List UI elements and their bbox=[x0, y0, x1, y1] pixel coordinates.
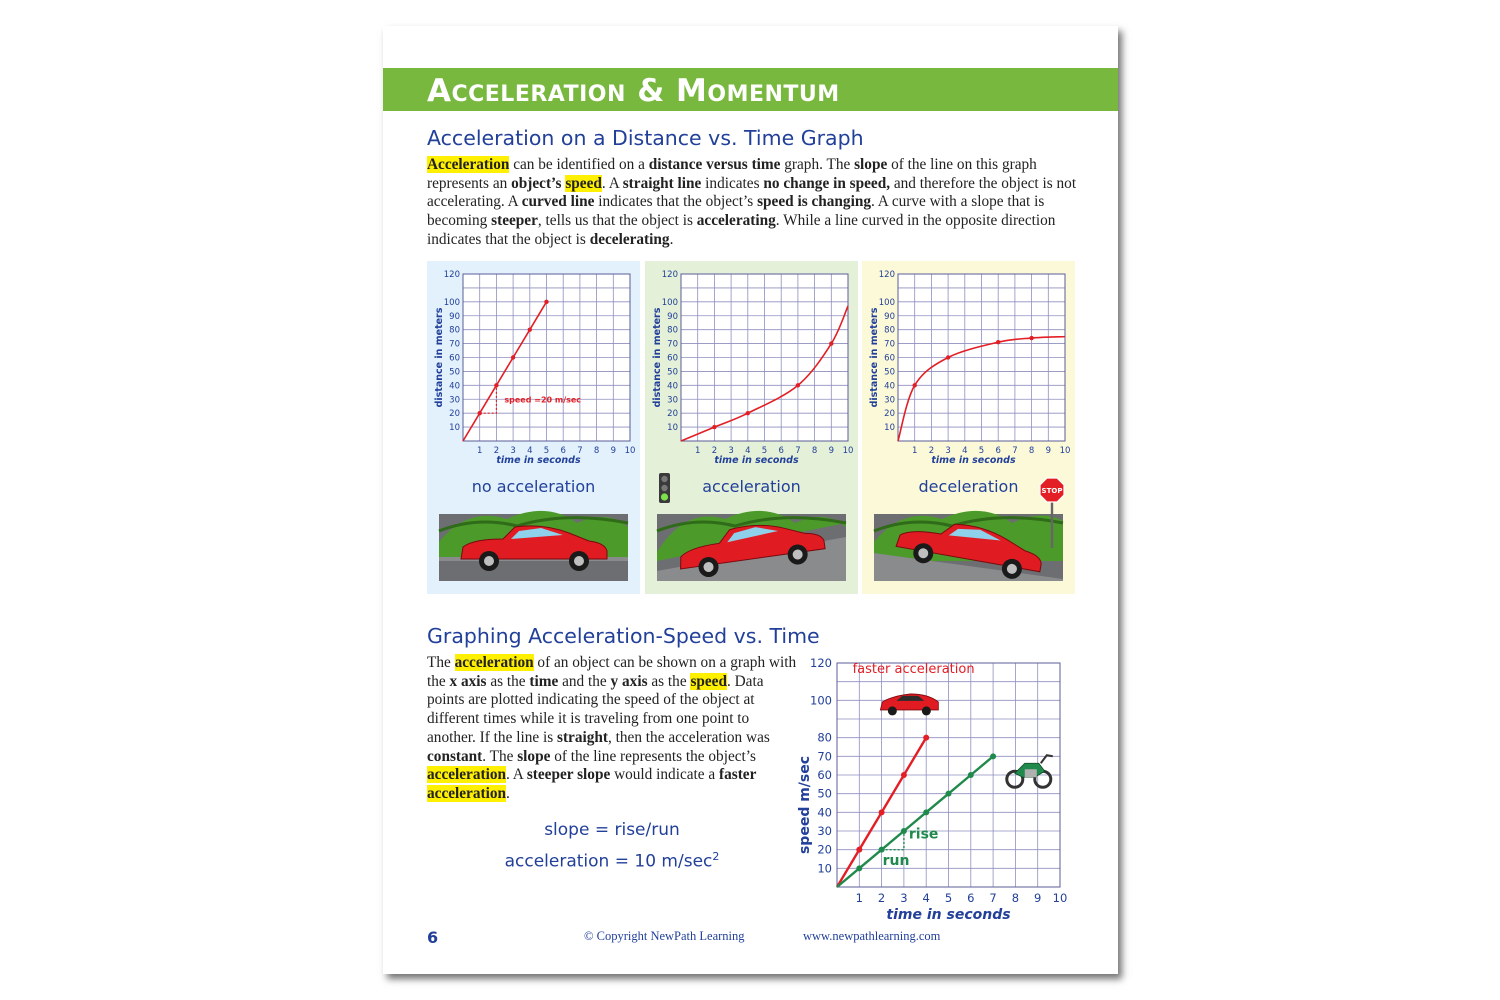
data-point bbox=[946, 791, 952, 797]
x-tick-label: 8 bbox=[1011, 891, 1020, 905]
sports-car-wheel bbox=[888, 706, 897, 715]
bold-term: steeper bbox=[491, 212, 538, 230]
bold-term: slope bbox=[854, 156, 888, 173]
graph-panel-no-acceleration bbox=[427, 261, 640, 594]
y-tick-label: 90 bbox=[449, 311, 460, 322]
worksheet-page bbox=[383, 26, 1118, 974]
x-tick-label: 2 bbox=[928, 446, 935, 456]
highlighted-term: acceleration bbox=[427, 784, 506, 802]
distance-time-graph bbox=[645, 261, 858, 594]
panel-caption: acceleration bbox=[702, 477, 801, 496]
bold-term: distance versus time bbox=[648, 156, 781, 173]
text-run: . bbox=[669, 230, 674, 248]
distance-time-graph bbox=[427, 261, 640, 594]
panel-caption: no acceleration bbox=[471, 477, 596, 496]
y-tick-label: 80 bbox=[667, 325, 678, 336]
text-run: . A bbox=[601, 174, 623, 192]
data-point bbox=[544, 300, 548, 304]
text-run: . bbox=[506, 784, 510, 802]
bold-term: curved line bbox=[521, 193, 595, 211]
x-tick-label: 2 bbox=[493, 446, 500, 456]
x-tick-label: 10 bbox=[842, 446, 854, 456]
y-tick-label: 30 bbox=[667, 395, 678, 406]
data-point bbox=[511, 355, 515, 359]
section1-heading: Acceleration on a Distance vs. Time Graph bbox=[427, 126, 864, 150]
bold-term: straight line bbox=[622, 174, 702, 192]
x-tick-label: 5 bbox=[543, 446, 550, 456]
bold-term: y axis bbox=[610, 672, 648, 690]
y-tick-label: 10 bbox=[667, 423, 678, 434]
stop-sign-text: STOP bbox=[1041, 487, 1063, 495]
motorcycle-engine bbox=[1025, 769, 1037, 777]
text-run: indicates bbox=[701, 174, 764, 192]
data-point bbox=[923, 735, 929, 741]
bold-term: accelerating bbox=[696, 212, 776, 230]
y-tick-label: 60 bbox=[449, 353, 460, 364]
text-run: . Data points are plotted indicating the speed of the object at different times while it is traveling from one point to another. If the line is bbox=[427, 672, 764, 746]
x-tick-label: 1 bbox=[855, 891, 863, 905]
y-tick-label: 80 bbox=[449, 325, 460, 336]
x-tick-label: 1 bbox=[476, 446, 483, 456]
x-tick-label: 9 bbox=[1045, 446, 1052, 456]
y-tick-label: 20 bbox=[884, 409, 895, 420]
y-tick-label: 10 bbox=[884, 423, 895, 434]
x-tick-label: 7 bbox=[989, 891, 997, 905]
text-run: , then the acceleration was bbox=[608, 728, 770, 746]
y-tick-label: 70 bbox=[817, 749, 832, 764]
y-axis-label: distance in meters bbox=[434, 307, 445, 408]
y-tick-label: 40 bbox=[817, 805, 832, 820]
x-tick-label: 6 bbox=[560, 446, 566, 456]
copyright-text: © Copyright NewPath Learning bbox=[584, 929, 745, 943]
y-tick-label: 20 bbox=[667, 409, 678, 420]
x-tick-label: 1 bbox=[911, 446, 918, 456]
bold-term: straight bbox=[557, 728, 608, 746]
text-run: indicates that the object’s bbox=[594, 193, 758, 211]
speed-time-chart bbox=[795, 654, 1085, 926]
text-run: . While a line curved in the opposite direction indicates that the object is bbox=[427, 212, 1056, 248]
car-hubcap bbox=[484, 556, 494, 566]
graph-panel-acceleration bbox=[645, 261, 858, 594]
data-point bbox=[946, 355, 950, 359]
faster-acceleration-label: faster acceleration bbox=[852, 662, 975, 677]
stop-sign-pole bbox=[1051, 498, 1053, 548]
bold-term: speed is changing bbox=[757, 193, 871, 211]
data-point bbox=[913, 383, 917, 387]
text-run: and the bbox=[558, 672, 611, 690]
text-run: . A curve with a slope that is becoming bbox=[427, 193, 1045, 230]
run-label: run bbox=[882, 853, 910, 869]
data-point bbox=[829, 341, 833, 345]
x-tick-label: 9 bbox=[610, 446, 617, 456]
y-tick-label: 10 bbox=[449, 423, 460, 434]
y-tick-label: 50 bbox=[884, 367, 895, 378]
y-axis-label: distance in meters bbox=[869, 307, 880, 408]
y-tick-label: 50 bbox=[817, 786, 832, 801]
x-tick-label: 6 bbox=[778, 446, 784, 456]
y-tick-label: 30 bbox=[449, 395, 460, 406]
data-point bbox=[923, 809, 929, 815]
highlighted-term: acceleration bbox=[427, 766, 506, 784]
x-tick-label: 7 bbox=[1012, 446, 1018, 456]
formula-slope: slope = rise/run bbox=[544, 820, 680, 840]
text-run: of the line on this graph represents an bbox=[427, 156, 1037, 192]
bold-term: constant bbox=[427, 747, 483, 765]
bold-term: steeper slope bbox=[526, 766, 611, 784]
x-tick-label: 5 bbox=[944, 891, 953, 905]
panel-caption: deceleration bbox=[918, 477, 1019, 496]
x-tick-label: 8 bbox=[811, 446, 818, 456]
text-run: . A bbox=[506, 766, 527, 784]
highlighted-term: speed bbox=[690, 672, 727, 690]
highlighted-term: Acceleration bbox=[427, 156, 510, 173]
text-run: The bbox=[427, 654, 455, 671]
x-tick-label: 4 bbox=[922, 891, 930, 905]
data-point bbox=[796, 383, 800, 387]
y-tick-label: 80 bbox=[817, 730, 832, 745]
x-tick-label: 8 bbox=[1028, 446, 1035, 456]
y-tick-label: 90 bbox=[884, 311, 895, 322]
text-run: would indicate a bbox=[610, 766, 720, 784]
x-tick-label: 1 bbox=[694, 446, 701, 456]
y-tick-label: 50 bbox=[667, 367, 678, 378]
data-point bbox=[901, 772, 907, 778]
x-tick-label: 5 bbox=[761, 446, 768, 456]
data-point bbox=[856, 865, 862, 871]
data-point bbox=[968, 772, 974, 778]
y-tick-label: 70 bbox=[884, 339, 895, 350]
section2-heading: Graphing Acceleration-Speed vs. Time bbox=[427, 624, 820, 648]
x-tick-label: 10 bbox=[1052, 891, 1068, 905]
y-tick-label: 30 bbox=[884, 395, 895, 406]
x-tick-label: 6 bbox=[967, 891, 975, 905]
y-tick-label: 80 bbox=[884, 325, 895, 336]
y-axis-label: speed m/sec bbox=[797, 755, 813, 855]
speed-time-svg bbox=[795, 654, 1085, 926]
y-tick-label: 60 bbox=[667, 353, 678, 364]
sports-car-wheel bbox=[922, 706, 931, 715]
x-tick-label: 10 bbox=[624, 446, 636, 456]
text-run: , tells us that the object is bbox=[537, 212, 697, 230]
y-tick-label: 40 bbox=[667, 381, 678, 392]
x-tick-label: 3 bbox=[728, 446, 734, 456]
x-axis-label: time in seconds bbox=[886, 907, 1011, 923]
page-number: 6 bbox=[427, 928, 439, 947]
section1-paragraph bbox=[427, 156, 1082, 250]
graph-panel-deceleration bbox=[862, 261, 1075, 594]
x-tick-label: 3 bbox=[945, 446, 951, 456]
bold-term: faster bbox=[719, 766, 757, 784]
y-tick-label: 30 bbox=[817, 824, 832, 838]
y-tick-label: 70 bbox=[449, 339, 460, 350]
y-tick-label: 120 bbox=[878, 270, 895, 280]
x-tick-label: 9 bbox=[828, 446, 835, 456]
page-title: Acceleration & Momentum bbox=[427, 73, 840, 109]
data-point bbox=[879, 847, 885, 853]
section2-paragraph bbox=[427, 654, 799, 804]
distance-time-graph bbox=[862, 261, 1075, 594]
y-tick-label: 100 bbox=[661, 297, 678, 308]
text-run: of an object can be shown on a graph with the bbox=[427, 654, 797, 690]
text-run: graph. The bbox=[780, 156, 855, 173]
x-tick-label: 7 bbox=[577, 446, 583, 456]
x-tick-label: 3 bbox=[900, 891, 908, 905]
data-point bbox=[494, 383, 498, 387]
y-tick-label: 100 bbox=[443, 297, 460, 308]
y-tick-label: 120 bbox=[443, 270, 460, 280]
slope-annotation: speed =20 m/sec bbox=[504, 395, 582, 405]
data-point bbox=[996, 340, 1000, 344]
y-tick-label: 100 bbox=[810, 693, 832, 708]
x-tick-label: 7 bbox=[795, 446, 801, 456]
data-point bbox=[990, 753, 996, 759]
data-point bbox=[879, 809, 885, 815]
formula-acceleration: acceleration = 10 $m/\sec^2$ bbox=[504, 850, 720, 872]
title-banner bbox=[383, 68, 1118, 111]
bold-term: time bbox=[529, 672, 559, 690]
bold-term: no change in speed, bbox=[763, 174, 891, 192]
x-tick-label: 10 bbox=[1059, 446, 1071, 456]
y-tick-label: 120 bbox=[810, 656, 832, 670]
x-tick-label: 3 bbox=[510, 446, 516, 456]
y-tick-label: 20 bbox=[449, 409, 460, 420]
highlighted-term: speed bbox=[565, 174, 602, 192]
bold-term: x axis bbox=[449, 672, 487, 690]
text-run: . The bbox=[482, 747, 518, 765]
y-tick-label: 60 bbox=[884, 353, 895, 364]
y-tick-label: 40 bbox=[884, 381, 895, 392]
rise-label: rise bbox=[908, 826, 939, 843]
data-point bbox=[712, 425, 716, 429]
bold-term: slope bbox=[517, 747, 551, 765]
x-axis-label: time in seconds bbox=[931, 455, 1016, 466]
x-tick-label: 9 bbox=[1034, 891, 1042, 905]
y-tick-label: 10 bbox=[817, 861, 832, 876]
text-run: as the bbox=[647, 672, 691, 690]
highlighted-term: acceleration bbox=[454, 654, 534, 671]
bold-term: decelerating bbox=[589, 230, 670, 248]
x-tick-label: 8 bbox=[593, 446, 600, 456]
text-run: of the line represents the object’s bbox=[550, 747, 756, 765]
data-point bbox=[1029, 336, 1033, 340]
x-tick-label: 4 bbox=[962, 446, 968, 456]
x-axis-label: time in seconds bbox=[714, 455, 799, 466]
data-point bbox=[528, 327, 532, 331]
x-tick-label: 5 bbox=[978, 446, 985, 456]
website-url: www.newpathlearning.com bbox=[803, 929, 941, 943]
car-hubcap bbox=[574, 556, 584, 566]
x-tick-label: 2 bbox=[711, 446, 718, 456]
x-tick-label: 4 bbox=[745, 446, 751, 456]
text-run: as the bbox=[486, 672, 530, 690]
x-tick-label: 4 bbox=[527, 446, 533, 456]
y-tick-label: 100 bbox=[878, 297, 895, 308]
y-tick-label: 50 bbox=[449, 367, 460, 378]
text-run: and therefore the object is not accelerating. A bbox=[427, 174, 1077, 211]
y-tick-label: 60 bbox=[817, 768, 832, 782]
y-axis-label: distance in meters bbox=[652, 307, 663, 408]
data-point bbox=[746, 411, 750, 415]
data-point bbox=[856, 847, 862, 853]
y-tick-label: 70 bbox=[667, 339, 678, 350]
y-tick-label: 90 bbox=[667, 311, 678, 322]
text-run: can be identified on a bbox=[509, 156, 649, 173]
x-tick-label: 6 bbox=[995, 446, 1001, 456]
y-tick-label: 120 bbox=[661, 270, 678, 280]
y-tick-label: 40 bbox=[449, 381, 460, 392]
x-axis-label: time in seconds bbox=[496, 455, 581, 466]
y-tick-label: 20 bbox=[817, 842, 832, 857]
x-tick-label: 2 bbox=[877, 891, 886, 905]
bold-term: object’s bbox=[511, 174, 562, 192]
